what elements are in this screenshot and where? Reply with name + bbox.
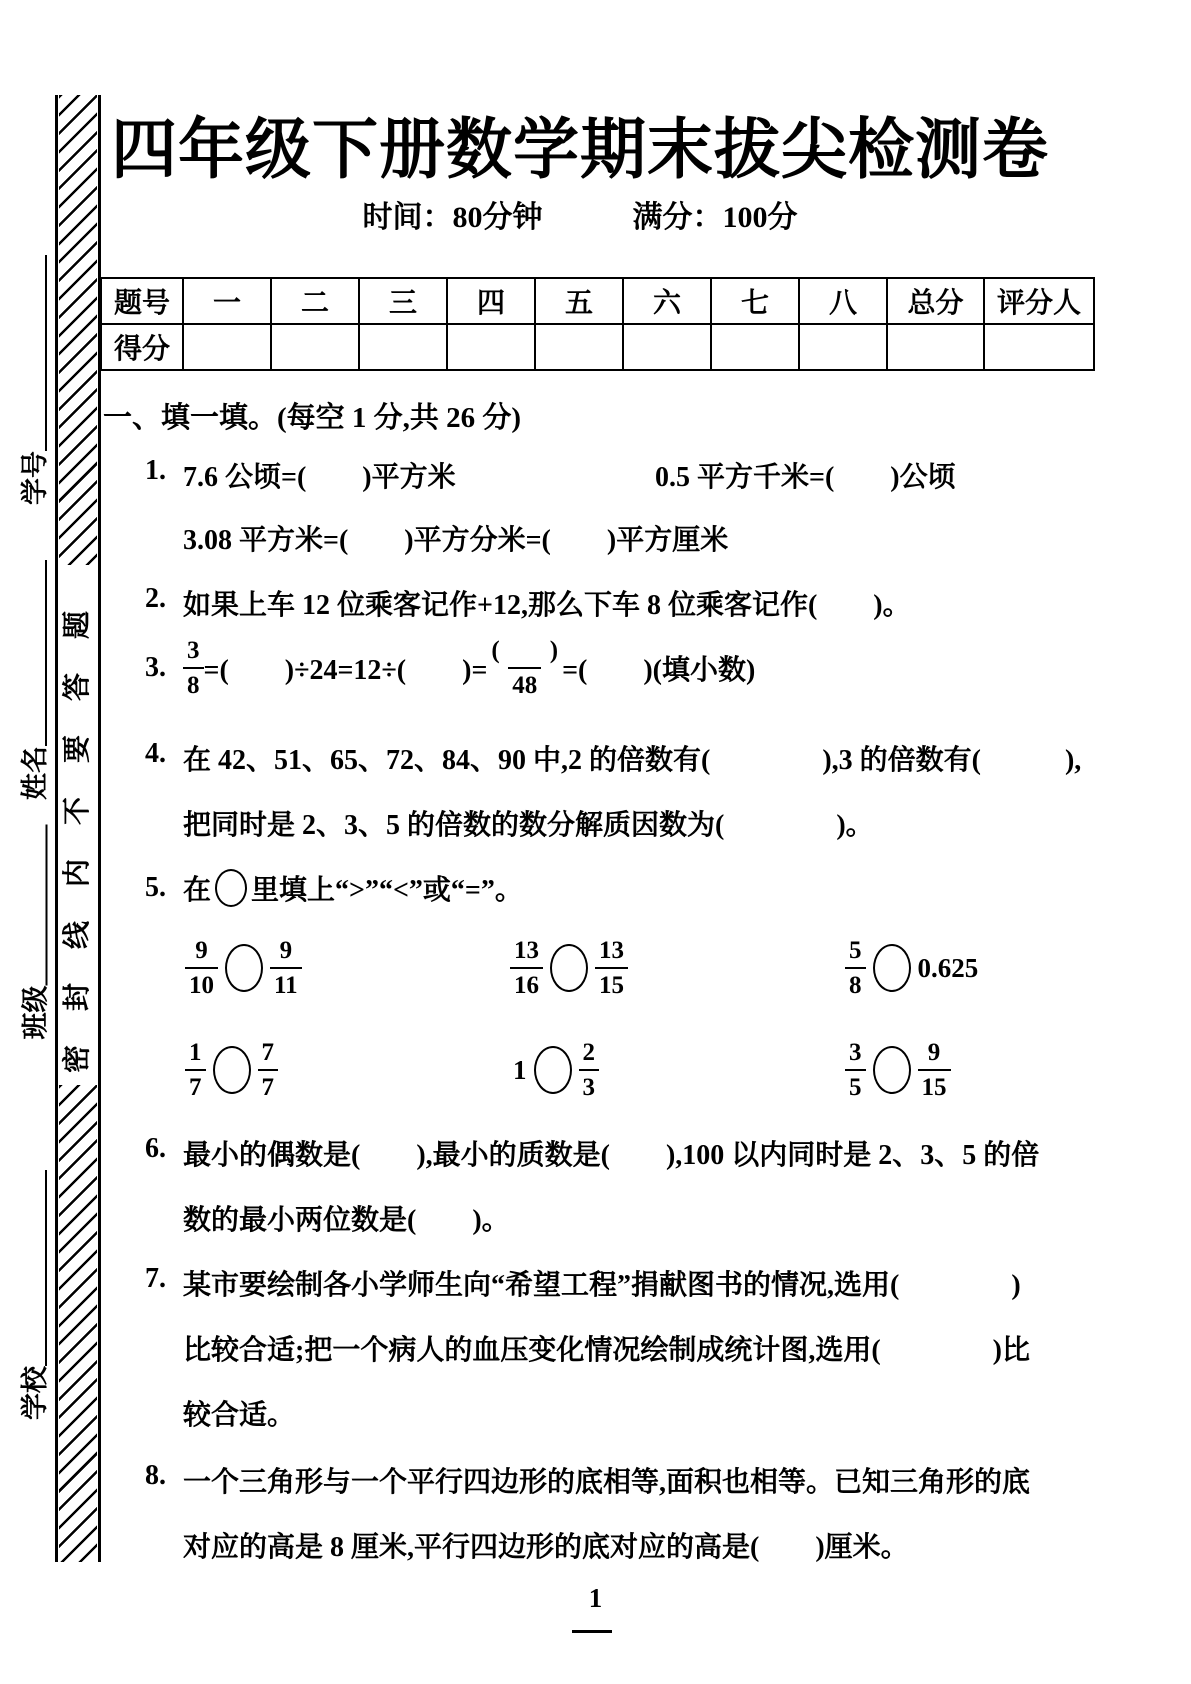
- score-header-cell: 八: [799, 278, 887, 324]
- score-empty-cell: [535, 324, 623, 370]
- score-header-cell: 评分人: [984, 278, 1094, 324]
- question-text: 最小的偶数是( ),最小的质数是( ),100 以内同时是 2、3、5 的倍: [183, 1140, 1040, 1171]
- seal-line-band: [55, 95, 101, 1562]
- student-name-blank-line: [45, 560, 47, 746]
- page-number: 1: [588, 1583, 603, 1613]
- fraction: $\frac{3}{5}$: [845, 1040, 866, 1100]
- question-1-line-1: [145, 455, 456, 495]
- fraction: $\frac{7}{7}$: [258, 1040, 279, 1100]
- class-blank-line: [46, 825, 48, 986]
- comparison-item: [845, 938, 978, 998]
- question-7-line-1: [145, 1263, 1021, 1303]
- student-id-blank-line: [45, 255, 47, 451]
- fraction: $\frac{13}{16}$: [510, 938, 543, 998]
- question-7-line-2: 比较合适;把一个病人的血压变化情况绘制成统计图,选用( )比: [183, 1335, 1030, 1366]
- score-header-cell: 四: [447, 278, 535, 324]
- score-header-cell: 五: [535, 278, 623, 324]
- question-text: 里填上“>”“<”或“=”。: [251, 875, 523, 906]
- question-8-line-1: [145, 1460, 1030, 1500]
- fraction: $\frac{9}{11}$: [270, 938, 302, 998]
- question-number: 2.: [145, 583, 166, 614]
- question-4-line-1: [145, 738, 1081, 778]
- question-text: 7.6 公顷=( )平方米: [183, 462, 456, 493]
- score-empty-cell: [711, 324, 799, 370]
- page-number-underline: [572, 1630, 612, 1633]
- score-empty-cell: [623, 324, 711, 370]
- score-empty-cell: [799, 324, 887, 370]
- question-number: 1.: [145, 455, 166, 486]
- fraction: $\frac{3}{8}$: [183, 638, 204, 698]
- seal-warning-text: 密封线内不要答题: [62, 576, 94, 1074]
- fraction: $\frac{2}{3}$: [579, 1040, 600, 1100]
- score-empty-cell: [359, 324, 447, 370]
- blank-circle-icon: [215, 869, 247, 907]
- school-field: [14, 1170, 52, 1420]
- integer-value: 1: [513, 1054, 527, 1085]
- score-table: [100, 277, 1095, 371]
- hatch-pattern-bottom: [59, 1085, 97, 1562]
- class-label: 班级: [20, 985, 51, 1040]
- comparison-item: [185, 938, 302, 998]
- question-3: [145, 638, 755, 698]
- question-8-line-2: 对应的高是 8 厘米,平行四边形的底对应的高是( )厘米。: [183, 1532, 909, 1563]
- school-label: 学校: [20, 1366, 50, 1420]
- school-blank-line: [45, 1170, 47, 1366]
- exam-meta: 时间：80分钟 满分：100分: [362, 201, 798, 234]
- score-table-score-row: [101, 324, 1094, 370]
- comparison-circle-icon: [534, 1046, 572, 1094]
- comparison-item: [185, 1040, 278, 1100]
- question-text: 如果上车 12 位乘客记作+12,那么下车 8 位乘客记作( )。: [183, 590, 911, 621]
- question-2: [145, 583, 911, 623]
- score-header-cell: 总分: [887, 278, 984, 324]
- question-number: 8.: [145, 1460, 166, 1491]
- seal-text-area: [58, 565, 98, 1085]
- comparison-circle-icon: [550, 944, 588, 992]
- score-empty-cell: [984, 324, 1094, 370]
- score-empty-cell: [887, 324, 984, 370]
- class-field: [15, 825, 53, 1040]
- score-empty-cell: [183, 324, 271, 370]
- section-1-heading: 一、填一填。(每空 1 分,共 26 分): [103, 402, 522, 434]
- comparison-circle-icon: [213, 1046, 251, 1094]
- question-text: =( )(填小数): [562, 655, 756, 686]
- comparison-circle-icon: [225, 944, 263, 992]
- question-text: 在 42、51、65、72、84、90 中,2 的倍数有( ),3 的倍数有( ),: [183, 745, 1082, 776]
- question-text: =( )÷24=12÷( )=: [203, 655, 488, 686]
- question-6-line-1: [145, 1133, 1039, 1173]
- score-header-cell: 二: [271, 278, 359, 324]
- comparison-circle-icon: [873, 944, 911, 992]
- hatch-pattern-top: [59, 95, 97, 565]
- fraction: $\frac{9}{15}$: [918, 1040, 951, 1100]
- fraction: $\frac{( )}{48}$: [491, 637, 559, 699]
- student-name-label: 姓名: [20, 746, 50, 800]
- score-header-cell: 七: [711, 278, 799, 324]
- question-1-line-2: 3.08 平方米=( )平方分米=( )平方厘米: [183, 525, 729, 556]
- student-name-field: [14, 560, 52, 800]
- score-header-cell: 一: [183, 278, 271, 324]
- question-text: 一个三角形与一个平行四边形的底相等,面积也相等。已知三角形的底: [183, 1467, 1031, 1498]
- exam-title: 四年级下册数学期末拔尖检测卷: [111, 114, 1049, 187]
- question-4-line-2: 把同时是 2、3、5 的倍数的数分解质因数为( )。: [183, 810, 874, 841]
- question-number: 6.: [145, 1133, 166, 1164]
- fraction: $\frac{5}{8}$: [845, 938, 866, 998]
- score-row-label: 得分: [101, 324, 183, 370]
- question-7-line-3: 较合适。: [183, 1400, 296, 1431]
- fraction: $\frac{9}{10}$: [185, 938, 218, 998]
- score-header-cell: 三: [359, 278, 447, 324]
- question-number: 7.: [145, 1263, 166, 1294]
- score-empty-cell: [271, 324, 359, 370]
- question-number: 4.: [145, 738, 166, 769]
- question-6-line-2: 数的最小两位数是( )。: [183, 1205, 510, 1236]
- fraction: $\frac{1}{7}$: [185, 1040, 206, 1100]
- question-text: 在: [183, 875, 212, 906]
- question-text: 某市要绘制各小学师生向“希望工程”捐献图书的情况,选用( ): [183, 1270, 1021, 1301]
- comparison-circle-icon: [873, 1046, 911, 1094]
- fraction: $\frac{13}{15}$: [595, 938, 628, 998]
- score-table-header-row: [101, 278, 1094, 324]
- comparison-item: [510, 938, 628, 998]
- score-header-cell: 题号: [101, 278, 183, 324]
- question-5: [145, 868, 523, 908]
- student-id-label: 学号: [20, 451, 50, 505]
- question-number: 3.: [145, 652, 166, 683]
- comparison-item: [845, 1040, 951, 1100]
- question-number: 5.: [145, 872, 166, 903]
- comparison-item: [513, 1040, 599, 1100]
- question-1-line-1b: 0.5 平方千米=( )公顷: [655, 462, 956, 493]
- score-header-cell: 六: [623, 278, 711, 324]
- decimal-value: 0.625: [917, 952, 979, 983]
- score-empty-cell: [447, 324, 535, 370]
- student-id-field: [14, 255, 52, 505]
